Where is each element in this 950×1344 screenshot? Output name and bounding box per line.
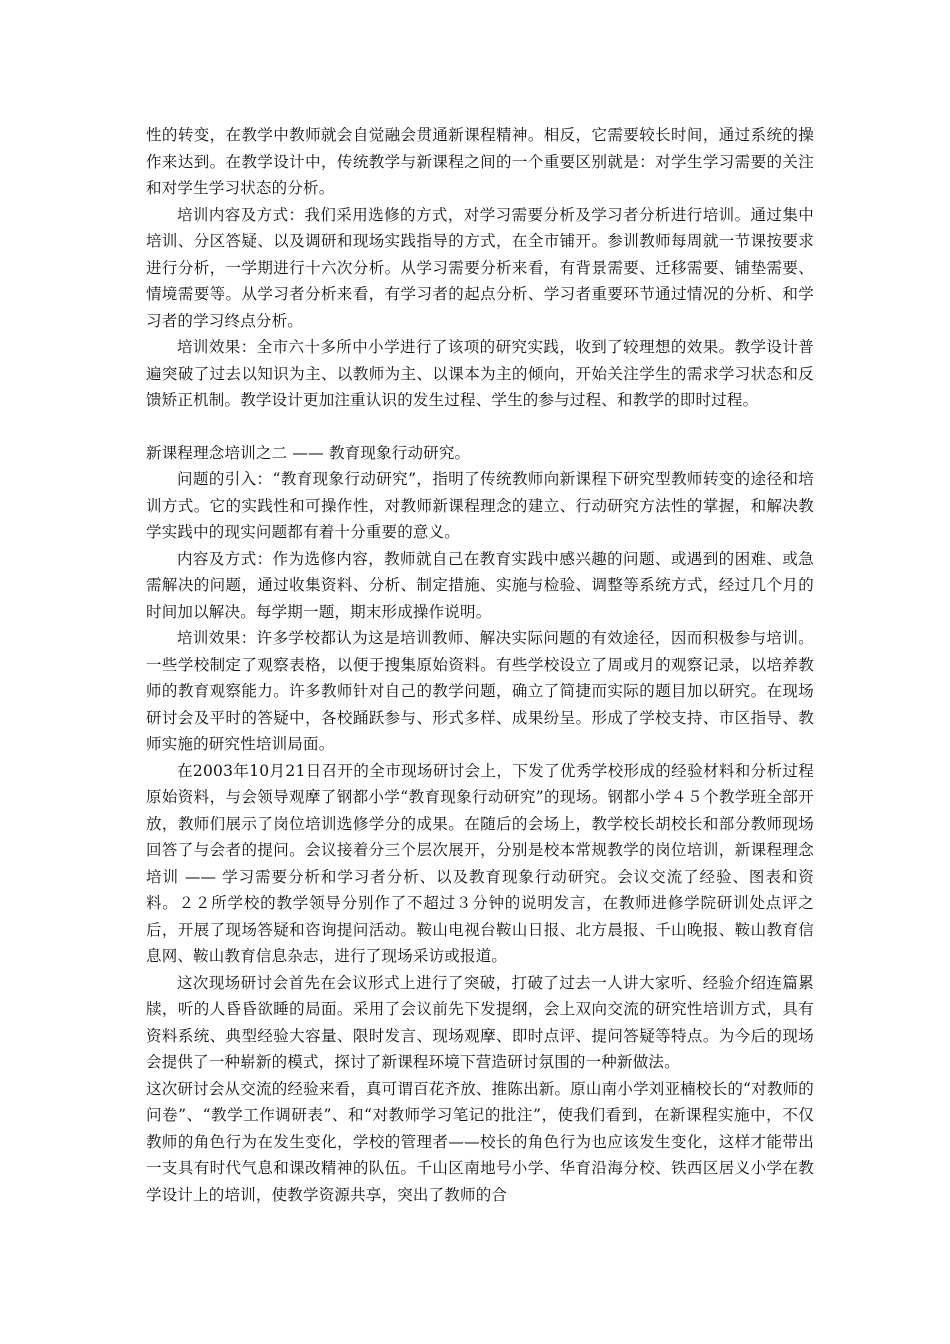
paragraph-training-content: 培训内容及方式：我们采用选修的方式，对学习需要分析及学习者分析进行培训。通过集中培训、分区答疑、以及调研和现场实践指导的方式，在全市铺开。参训教师每周就一节课按要求进行分析，一学期进行十六次分析。从学习需要分析来看，有背景需要、迁移需要、铺垫需要、情境需要等。从学习者分析来看，有学习者的起点分析、学习者重要环节通过情况的分析、和学习者的学习终点分析。: [146, 205, 814, 330]
paragraph-continuation: 性的转变，在教学中教师就会自觉融会贯通新课程精神。相反，它需要较长时间，通过系统的操作来达到。在教学设计中，传统教学与新课程之间的一个重要区别就是：对学生学习需要的关注和对学生学习状态的分析。: [146, 126, 814, 197]
paragraph-breakthrough: 这次现场研讨会首先在会议形式上进行了突破，打破了过去一人讲大家听、经验介绍连篇累牍，听的人昏昏欲睡的局面。采用了会议前先下发提纲，会上双向交流的研究性培训方式，具有资料系统、典型经验大容量、限时发言、现场观摩、即时点评、提问答疑等特点。为今后的现场会提供了一种崭新的模式，探讨了新课程环境下营造研讨氛围的一种新做法。: [146, 973, 814, 1071]
paragraph-experience: 这次研讨会从交流的经验来看，真可谓百花齐放、推陈出新。原山南小学刘亚楠校长的“对教师的问卷”、“教学工作调研表”、和“对教师学习笔记的批注”，使我们看到，在新课程实施中，不仅教师的角色行为在发生变化，学校的管理者——校长的角色行为也应该发生变化，这样才能带出一支具有时代气息和课改精神的队伍。千山区南地号小学、华育沿海分校、铁西区居义小学在教学设计上的培训，使教学资源共享，突出了教师的合: [146, 1079, 814, 1204]
paragraph-problem-intro: 问题的引入：“教育现象行动研究”，指明了传统教师向新课程下研究型教师转变的途径和培训方式。它的实践性和可操作性，对教师新课程理念的建立、行动研究方法性的掌握，和解决教学实践中的现实问题都有着十分重要的意义。: [146, 470, 814, 541]
paragraph-content-method: 内容及方式：作为选修内容，教师就自己在教育实践中感兴趣的问题、或遇到的困难、或急需解决的问题，通过收集资料、分析、制定措施、实施与检验、调整等系统方式，经过几个月的时间加以解决。每学期一题，期末形成操作说明。: [146, 549, 814, 621]
paragraph-training-effect: 培训效果：全市六十多所中小学进行了该项的研究实践，收到了较理想的效果。教学设计普遍突破了过去以知识为主、以教师为主、以课本为主的倾向，开始关注学生的需求学习状态和反馈矫正机制。教学设计更加注重认识的发生过程、学生的参与过程、和教学的即时过程。: [146, 338, 814, 409]
document-body: [146, 122, 814, 1208]
section-heading: 新课程理念培训之二 —— 教育现象行动研究。: [146, 443, 471, 462]
paragraph-conference: 在2003年10月21日召开的全市现场研讨会上，下发了优秀学校形成的经验材料和分析过程原始资料，与会领导观摩了钢都小学“教育现象行动研究”的现场。钢都小学４５个教学班全部开放，教师们展示了岗位培训选修学分的成果。在随后的会场上，教学校长胡校长和部分教师现场回答了与会者的提问。会议接着分三个层次展开，分别是校本常规教学的岗位培训，新课程理念培训 —— 学习需要分析和学习者分析、以及教育现象行动研究。会议交流了经验、图表和资料。２２所学校的教学领导分别作了不超过３分钟的说明发言，在教师进修学院研训处点评之后，开展了现场答疑和咨询提问活动。鞍山电视台鞍山日报、北方晨报、千山晚报、鞍山教育信息网、鞍山教育信息杂志，进行了现场采访或报道。: [146, 761, 814, 965]
paragraph-training-effect-2: 培训效果：许多学校都认为这是培训教师、解决实际问题的有效途径，因而积极参与培训。一些学校制定了观察表格，以便于搜集原始资料。有些学校设立了周或月的观察记录，以培养教师的教育观察能力。许多教师针对自己的教学问题，确立了简捷而实际的题目加以研究。在现场研讨会及平时的答疑中，各校踊跃参与、形式多样、成果纷呈。形成了学校支持、市区指导、教师实施的研究性培训局面。: [146, 629, 814, 753]
